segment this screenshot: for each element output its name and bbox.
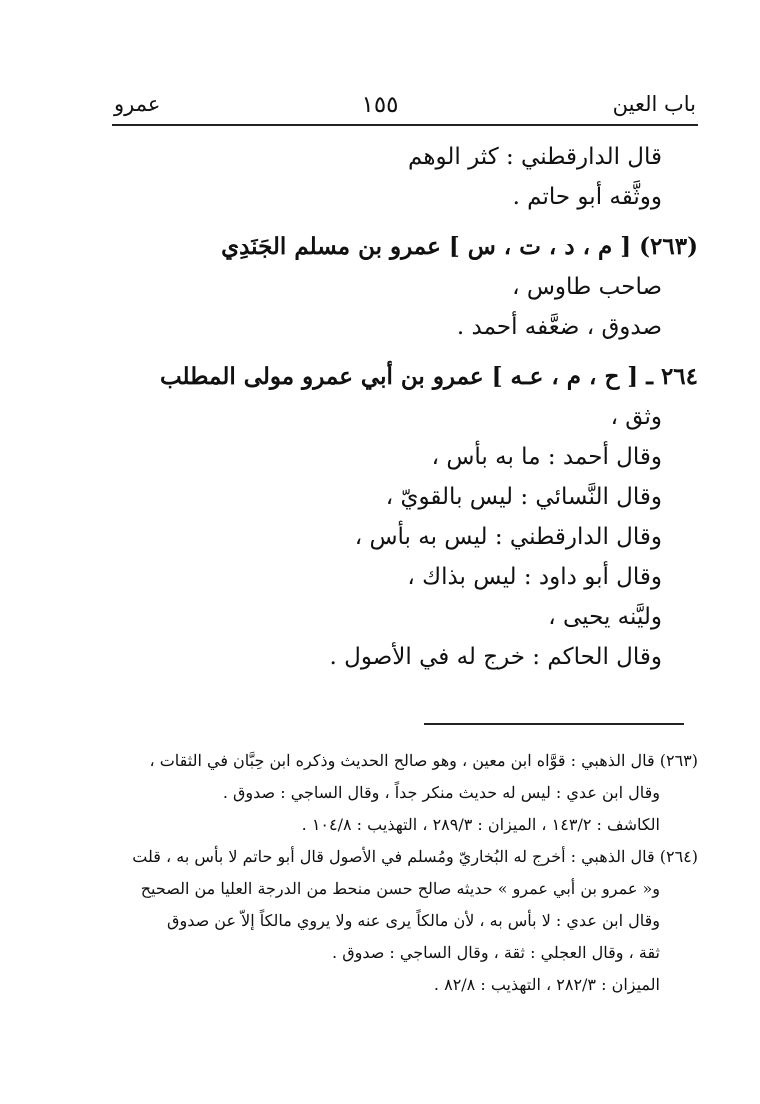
footnote-line: وقال ابن عدي : ليس له حديث منكر جداً ، وقال الساجي : صدوق . (222, 783, 660, 802)
header-divider (112, 124, 698, 126)
running-header-keyword: عمرو (114, 92, 161, 116)
text-line: وقال أحمد : ما به بأس ، (431, 444, 662, 470)
entry-heading-264: ٢٦٤ ـ [ ح ، م ، عـه ] عمرو بن أبي عمرو مولى المطلب (159, 363, 698, 390)
text-line: قال الدارقطني : كثر الوهم (408, 144, 662, 170)
page-number: ١٥٥ (361, 92, 399, 118)
running-header-section: باب العين (612, 92, 696, 116)
footnote-line: ثقة ، وقال العجلي : ثقة ، وقال الساجي : صدوق . (332, 943, 660, 962)
footnote-line: الكاشف : ١٤٣/٢ ، الميزان : ٢٨٩/٣ ، التهذيب : ١٠٤/٨ . (301, 815, 660, 834)
text-line: وقال الدارقطني : ليس به بأس ، (354, 524, 662, 550)
entry-heading-263: (٢٦٣) [ م ، د ، ت ، س ] عمرو بن مسلم الجَنَدِي (221, 233, 698, 260)
footnote-line: وقال ابن عدي : لا بأس به ، لأن مالكاً يرى عنه ولا يروي مالكاً إلاّ عن صدوق (167, 911, 660, 930)
text-line: وقال أبو داود : ليس بذاك ، (407, 564, 662, 590)
text-line: صدوق ، ضعَّفه أحمد . (456, 314, 662, 340)
text-line: وقال الحاكم : خرج له في الأصول . (329, 644, 662, 670)
footnote-divider (424, 723, 684, 725)
text-line: صاحب طاوس ، (512, 274, 662, 300)
text-line: وقال النَّسائي : ليس بالقويّ ، (385, 484, 662, 510)
footnote-line: و« عمرو بن أبي عمرو » حديثه صالح حسن منحط من الدرجة العليا من الصحيح (140, 879, 660, 898)
text-line: وليَّنه يحيى ، (548, 604, 662, 630)
footnote-line: (٢٦٤) قال الذهبي : أخرج له البُخاريّ ومُسلم في الأصول قال أبو حاتم لا بأس به ، قلت (132, 847, 698, 866)
footnote-line: (٢٦٣) قال الذهبي : قوَّاه ابن معين ، وهو صالح الحديث وذكره ابن حِبَّان في الثقات ، (149, 751, 698, 770)
footnote-line: الميزان : ٢٨٢/٣ ، التهذيب : ٨٢/٨ . (433, 975, 660, 994)
text-line: ووثَّقه أبو حاتم . (512, 184, 662, 210)
text-line: وثق ، (610, 404, 662, 430)
